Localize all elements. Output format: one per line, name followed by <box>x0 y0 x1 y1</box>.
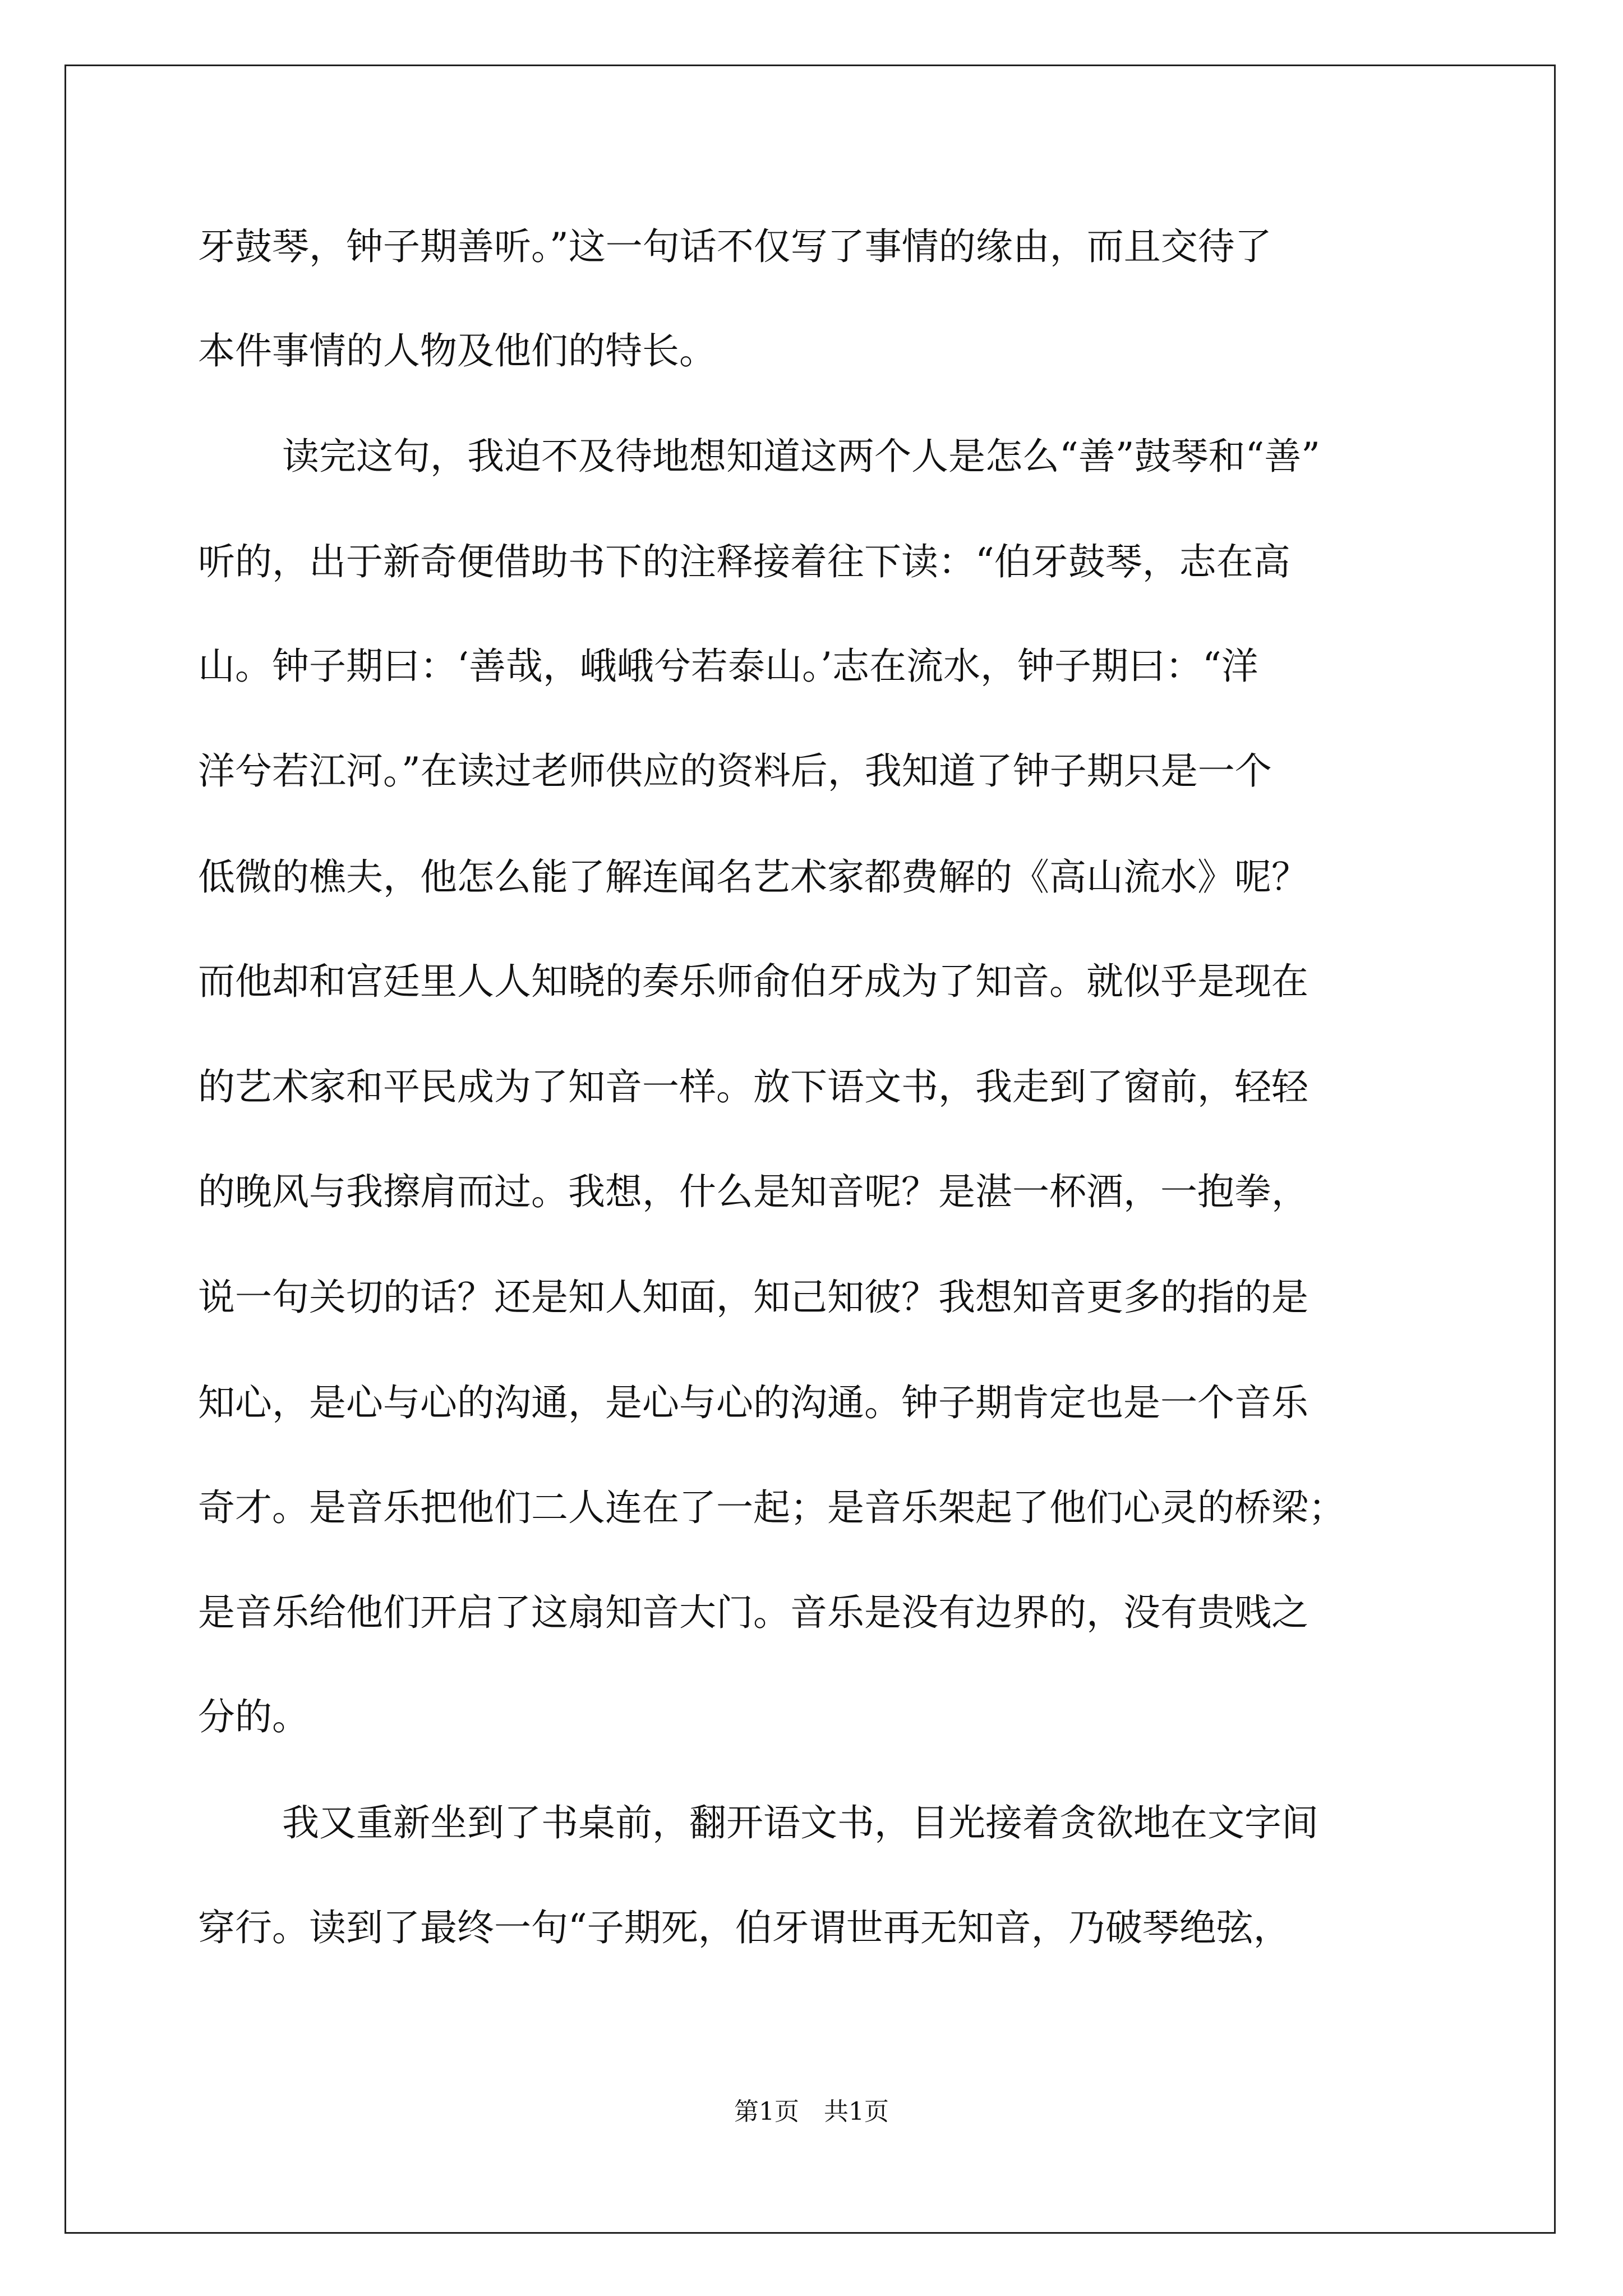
page-number: 第1页 <box>734 2097 799 2126</box>
text-line: 而他却和宫廷里人人知晓的奏乐师俞伯牙成为了知音。就似乎是现在 <box>198 960 1308 1003</box>
text-line: 知心，是心与心的沟通，是心与心的沟通。钟子期肯定也是一个音乐 <box>198 1381 1308 1424</box>
paragraph-start-line: 读完这句，我迫不及待地想知道这两个人是怎么“善”鼓琴和“善” <box>282 435 1320 478</box>
text-line: 说一句关切的话？还是知人知面，知己知彼？我想知音更多的指的是 <box>198 1276 1308 1319</box>
text-line: 山。钟子期曰：‘善哉，峨峨兮若泰山。’志在流水，钟子期曰：“洋 <box>198 645 1258 688</box>
page-footer <box>0 2095 1623 2129</box>
text-line: 牙鼓琴，钟子期善听。”这一句话不仅写了事情的缘由，而且交待了 <box>198 225 1272 268</box>
page-total: 共1页 <box>824 2097 889 2126</box>
text-line: 的艺术家和平民成为了知音一样。放下语文书，我走到了窗前，轻轻 <box>198 1065 1308 1108</box>
text-line: 洋兮若江河。”在读过老师供应的资料后，我知道了钟子期只是一个 <box>198 749 1272 793</box>
text-line: 听的，出于新奇便借助书下的注释接着往下读：“伯牙鼓琴，志在高 <box>198 540 1290 583</box>
text-line: 的晚风与我擦肩而过。我想，什么是知音呢？是湛一杯酒，一抱拳， <box>198 1170 1308 1213</box>
text-line: 分的。 <box>198 1695 309 1738</box>
text-line: 奇才。是音乐把他们二人连在了一起；是音乐架起了他们心灵的桥梁； <box>198 1486 1345 1529</box>
paragraph-start-line: 我又重新坐到了书桌前，翻开语文书，目光接着贪欲地在文字间 <box>282 1801 1318 1844</box>
text-line: 本件事情的人物及他们的特长。 <box>198 329 716 372</box>
text-line: 是音乐给他们开启了这扇知音大门。音乐是没有边界的，没有贵贱之 <box>198 1591 1308 1634</box>
text-line: 低微的樵夫，他怎么能了解连闻名艺术家都费解的《高山流水》呢？ <box>198 855 1308 899</box>
text-line: 穿行。读到了最终一句“子期死，伯牙谓世再无知音，乃破琴绝弦， <box>198 1906 1290 1949</box>
